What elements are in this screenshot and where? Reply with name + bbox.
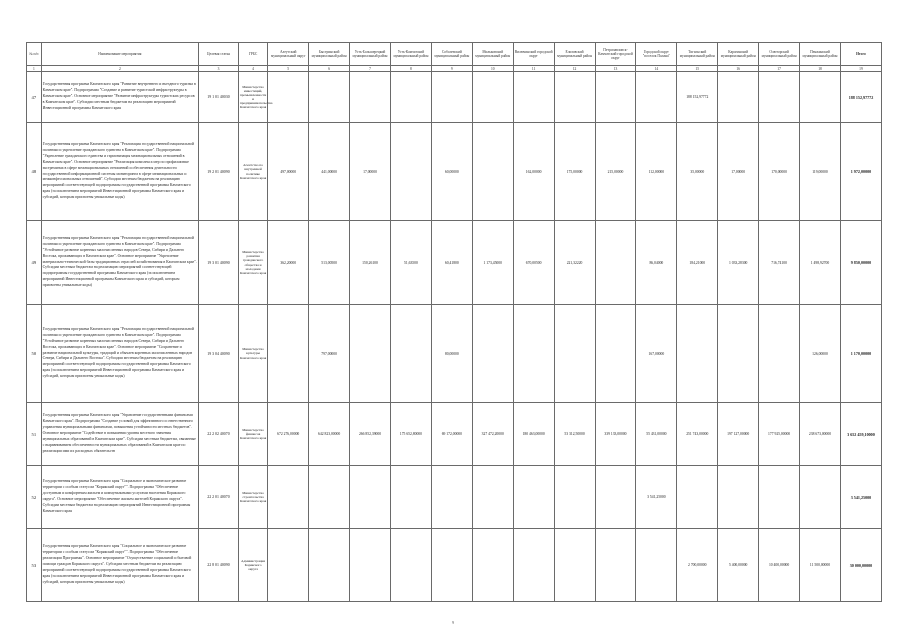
row-value: 10 400,00000 [759, 529, 800, 602]
row-value: 17,00000 [350, 123, 391, 221]
row-value [636, 529, 677, 602]
column-index: 19 [840, 66, 881, 72]
row-code: 19 3 01 40090 [199, 221, 239, 305]
table-row [27, 123, 882, 221]
row-value [390, 123, 431, 221]
header-muni: Карагинский муниципальный район [718, 43, 759, 66]
column-index: 9 [431, 66, 472, 72]
row-value: 362,20000 [268, 221, 309, 305]
row-name: Государственная программа Камчатского края "Управление государственными финансами Камчатского края". Подпрограмма "Создание условий для эффективного и ответственного управления муниципальными финансами, повышения устойчивости местных бюджетов". Основное мероприятие "Содействие в повышении уровня местного значения муниципальных образований в Камчатском крае". Субсидии местным бюджетам, связанные с выравниванием обеспеченности муниципальных образований в Камчатском крае по реализации ими их расходных обязательств [41, 403, 198, 466]
row-value: 670,00500 [513, 221, 554, 305]
row-value: 1 498,92700 [800, 221, 841, 305]
row-total: 1 170,00000 [840, 305, 881, 403]
column-index: 16 [718, 66, 759, 72]
column-index: 15 [677, 66, 718, 72]
row-number: 48 [27, 123, 42, 221]
row-value: 497,00000 [268, 123, 309, 221]
column-index: 17 [759, 66, 800, 72]
header-muni: Усть-Камчатский муниципальный район [390, 43, 431, 66]
row-value: 60,00000 [431, 123, 472, 221]
row-value [554, 72, 595, 123]
row-value: 716,74100 [759, 221, 800, 305]
row-name: Государственная программа Камчатского края "Социальное и экономическое развитие территории с особым статусом "Корякский округ"". Подпрограмма "Обеспечение реализации Программы". Основное мероприятие "Осуществление социальной и бытовой помощи граждан Корякского округа". Субсидии местным бюджетам на реализацию мероприятий соответствующей подпрограммы государственной программы Камчатского края (за исключением мероприятий Инвестиционной программы Камчатского края и субсидий, которым присвоены уникальные коды) [41, 529, 198, 602]
row-value: 17,00000 [718, 123, 759, 221]
header-muni: Городской округ "поселок Палана" [636, 43, 677, 66]
row-value: 11 500,00000 [800, 529, 841, 602]
column-index: 5 [268, 66, 309, 72]
row-number: 51 [27, 403, 42, 466]
row-value: 119,00000 [800, 123, 841, 221]
row-value [595, 221, 636, 305]
row-value: 177 925,00000 [759, 403, 800, 466]
column-index: 18 [800, 66, 841, 72]
row-code: 22 2 02 40070 [199, 403, 239, 466]
row-total: 9 850,00000 [840, 221, 881, 305]
column-index: 3 [199, 66, 239, 72]
row-value [309, 529, 350, 602]
row-value [472, 466, 513, 529]
row-value: 215,00000 [595, 123, 636, 221]
row-value [554, 305, 595, 403]
row-value: 3 541,25000 [636, 466, 677, 529]
row-value: 126,00000 [800, 305, 841, 403]
row-value [431, 529, 472, 602]
row-number: 52 [27, 466, 42, 529]
row-value [718, 72, 759, 123]
row-value [431, 72, 472, 123]
table-row [27, 403, 882, 466]
row-name: Государственная программа Камчатского края "Реализация государственной национальной политики и укрепление гражданского единства в Камчатском крае". Подпрограмма "Устойчивое развитие коренных малочисленных народов Севера, Сибири и Дальнего Востока, проживающих в Камчатском крае". Основное мероприятие "Сохранение и развитие национальной культуры, традиций и обычаев коренных малочисленных народов Севера, Сибири и Дальнего Востока". Субсидии местным бюджетам на реализацию мероприятий соответствующей подпрограммы государственной программы Камчатского края (за исключением мероприятий Инвестиционной программы Камчатского края и субсидий, которым присвоены уникальные коды) [41, 305, 198, 403]
header-grbs: ГРБС [238, 43, 267, 66]
row-grbs: Министерство культуры Камчатского края [238, 305, 267, 403]
row-total: 3 541,25000 [840, 466, 881, 529]
table-row [27, 305, 882, 403]
row-value: 180 463,00000 [513, 403, 554, 466]
row-value: 167,00000 [636, 305, 677, 403]
row-value: 441,00000 [309, 123, 350, 221]
row-value: 197 127,00000 [718, 403, 759, 466]
row-value [677, 466, 718, 529]
row-value [268, 466, 309, 529]
row-number: 50 [27, 305, 42, 403]
header-muni: Пенжинский муниципальный район [800, 43, 841, 66]
row-code: 19 3 04 40090 [199, 305, 239, 403]
column-index: 10 [472, 66, 513, 72]
column-index: 7 [350, 66, 391, 72]
row-value [390, 529, 431, 602]
budget-table [26, 42, 882, 602]
row-name: Государственная программа Камчатского края "Развитие внутреннего и въездного туризма в Камчатском крае". Подпрограмма "Создание и развитие туристской инфраструктуры в Камчатском крае". Основное мероприятие "Развитие инфраструктуры туристских ресурсов в Камчатском крае". Субсидии местным бюджетам на реализацию мероприятий Инвестиционной программы Камчатского края [41, 72, 198, 123]
row-code: 22 8 01 40090 [199, 529, 239, 602]
row-value [350, 466, 391, 529]
column-index: 1 [27, 66, 42, 72]
row-value [350, 305, 391, 403]
row-value: 170,00000 [759, 123, 800, 221]
row-grbs: Министерство инвестиций, промышленности и предпринимательства Камчатского края [238, 72, 267, 123]
header-muni: Усть-Большерецкий муниципальный район [350, 43, 391, 66]
table-body [27, 72, 882, 602]
row-value [431, 466, 472, 529]
header-muni: Елизовский муниципальный район [554, 43, 595, 66]
row-name: Государственная программа Камчатского края "Реализация государственной национальной политики и укрепление гражданского единства в Камчатском крае". Подпрограмма "Укрепление гражданского единства и гармонизация межнациональных отношений в Камчатском крае". Основное мероприятие "Реализация комплекса мер по профилактике экстремизма в сфере межнациональных отношений и обеспечения деятельности государственной информационной системы мониторинга в сфере межнациональных и межконфессиональных отношений". Субсидии местным бюджетам на реализацию мероприятий соответствующей подпрограммы государственной программы Камчатского края (за исключением мероприятий Инвестиционной программы Камчатского края и субсидий, которым присвоены уникальные коды) [41, 123, 198, 221]
table-row [27, 221, 882, 305]
row-value: 238 673,00000 [800, 403, 841, 466]
header-name: Наименование мероприятия [41, 43, 198, 66]
row-value: 188 152,97772 [677, 72, 718, 123]
row-value [800, 72, 841, 123]
row-value [718, 466, 759, 529]
table-row [27, 466, 882, 529]
row-value: 339 133,00000 [595, 403, 636, 466]
header-muni: Олюторский муниципальный район [759, 43, 800, 66]
header-total: Итого [840, 43, 881, 66]
row-value [677, 305, 718, 403]
header-muni: Соболевский муниципальный район [431, 43, 472, 66]
column-index: 12 [554, 66, 595, 72]
header-muni: Тигильский муниципальный район [677, 43, 718, 66]
row-grbs: Министерство финансов Камчатского края [238, 403, 267, 466]
header-code: Целевая статья [199, 43, 239, 66]
table-row [27, 529, 882, 602]
row-value [390, 305, 431, 403]
row-value [759, 466, 800, 529]
header-no: № п/п [27, 43, 42, 66]
row-value: 69 172,00000 [431, 403, 472, 466]
row-value [759, 305, 800, 403]
row-value [472, 305, 513, 403]
header-row [27, 43, 882, 66]
row-code: 19 1 01 40030 [199, 72, 239, 123]
row-value: 1 173,45000 [472, 221, 513, 305]
row-value [595, 305, 636, 403]
header-muni: Вилючинский городской округ [513, 43, 554, 66]
row-grbs: Министерство строительства Камчатского края [238, 466, 267, 529]
row-value: 797,00000 [309, 305, 350, 403]
row-value: 80,00000 [431, 305, 472, 403]
row-value: 266 852,39000 [350, 403, 391, 466]
row-value [759, 72, 800, 123]
row-value: 112,00000 [636, 123, 677, 221]
row-value: 175,00000 [554, 123, 595, 221]
row-value [309, 72, 350, 123]
row-total: 188 152,97772 [840, 72, 881, 123]
row-value [390, 466, 431, 529]
row-value: 327 472,20000 [472, 403, 513, 466]
header-muni: Быстринский муниципальный район [309, 43, 350, 66]
row-code: 22 2 01 40070 [199, 466, 239, 529]
row-value [595, 72, 636, 123]
row-value [472, 72, 513, 123]
column-index: 6 [309, 66, 350, 72]
row-value [513, 529, 554, 602]
row-value: 150,26100 [350, 221, 391, 305]
row-value [718, 305, 759, 403]
row-value [800, 466, 841, 529]
row-value [472, 123, 513, 221]
row-total: 30 000,00000 [840, 529, 881, 602]
column-index: 2 [41, 66, 198, 72]
row-total: 1 972,00000 [840, 123, 881, 221]
row-value [350, 529, 391, 602]
column-index: 8 [390, 66, 431, 72]
row-value [309, 466, 350, 529]
row-value: 1 033,28300 [718, 221, 759, 305]
row-value: 60,41800 [431, 221, 472, 305]
header-muni: Мильковский муниципальный район [472, 43, 513, 66]
row-value: 184,21000 [677, 221, 718, 305]
row-code: 19 2 01 40090 [199, 123, 239, 221]
row-grbs: Министерство развития гражданского общества и молодежи Камчатского края [238, 221, 267, 305]
row-grbs: Администрация Корякского округа [238, 529, 267, 602]
header-muni: Алеутский муниципальный округ [268, 43, 309, 66]
row-value: 251 743,00000 [677, 403, 718, 466]
row-value [595, 466, 636, 529]
row-value: 51,63500 [390, 221, 431, 305]
row-value [636, 72, 677, 123]
header-muni: Петропавловск-Камчатский городской округ [595, 43, 636, 66]
row-value [268, 529, 309, 602]
column-index: 14 [636, 66, 677, 72]
row-value: 53 312,50000 [554, 403, 595, 466]
row-name: Государственная программа Камчатского края "Реализация государственной национальной политики и укрепление гражданского единства в Камчатском крае". Подпрограмма "Устойчивое развитие коренных малочисленных народов Севера, Сибири и Дальнего Востока, проживающих в Камчатском крае". Основное мероприятие "Укрепление материально-технической базы традиционных отраслей хозяйствования в Камчатском крае". Субсидии местным бюджетам на реализацию мероприятий соответствующей подпрограммы государственной программы Камчатского края (за исключением мероприятий Инвестиционной программы Камчатского края и субсидий, которым присвоены уникальные коды) [41, 221, 198, 305]
row-value [268, 305, 309, 403]
row-value: 55 431,00000 [636, 403, 677, 466]
row-value [472, 529, 513, 602]
row-value [595, 529, 636, 602]
table-row [27, 72, 882, 123]
row-value: 672 276,00000 [268, 403, 309, 466]
row-value: 513,00500 [309, 221, 350, 305]
row-value [390, 72, 431, 123]
row-value [554, 529, 595, 602]
row-number: 47 [27, 72, 42, 123]
row-value: 642 823,00000 [309, 403, 350, 466]
row-value: 35,00000 [677, 123, 718, 221]
row-value [513, 305, 554, 403]
row-value [554, 466, 595, 529]
page-number: 9 [451, 620, 455, 625]
row-total: 3 652 459,10000 [840, 403, 881, 466]
row-number: 53 [27, 529, 42, 602]
row-value [268, 72, 309, 123]
row-value: 2 700,00000 [677, 529, 718, 602]
column-index: 4 [238, 66, 267, 72]
row-value: 86,04000 [636, 221, 677, 305]
row-value: 175 652,80000 [390, 403, 431, 466]
row-value [513, 72, 554, 123]
column-index: 11 [513, 66, 554, 72]
row-value [513, 466, 554, 529]
row-value: 162,00000 [513, 123, 554, 221]
column-index: 13 [595, 66, 636, 72]
row-value: 5 400,00000 [718, 529, 759, 602]
row-value: 221,32220 [554, 221, 595, 305]
row-value [350, 72, 391, 123]
row-name: Государственная программа Камчатского края "Социальное и экономическое развитие территории с особым статусом "Корякский округ"". Подпрограмма "Обеспечение доступным и комфортным жильем и коммунальными услугами населения Корякского округа". Основное мероприятие "Обеспечение жильем жителей Корякского округа". Субсидии местным бюджетам на реализацию мероприятий Инвестиционной программы Камчатского края [41, 466, 198, 529]
row-grbs: Агентство по внутренней политике Камчатского края [238, 123, 267, 221]
row-number: 49 [27, 221, 42, 305]
